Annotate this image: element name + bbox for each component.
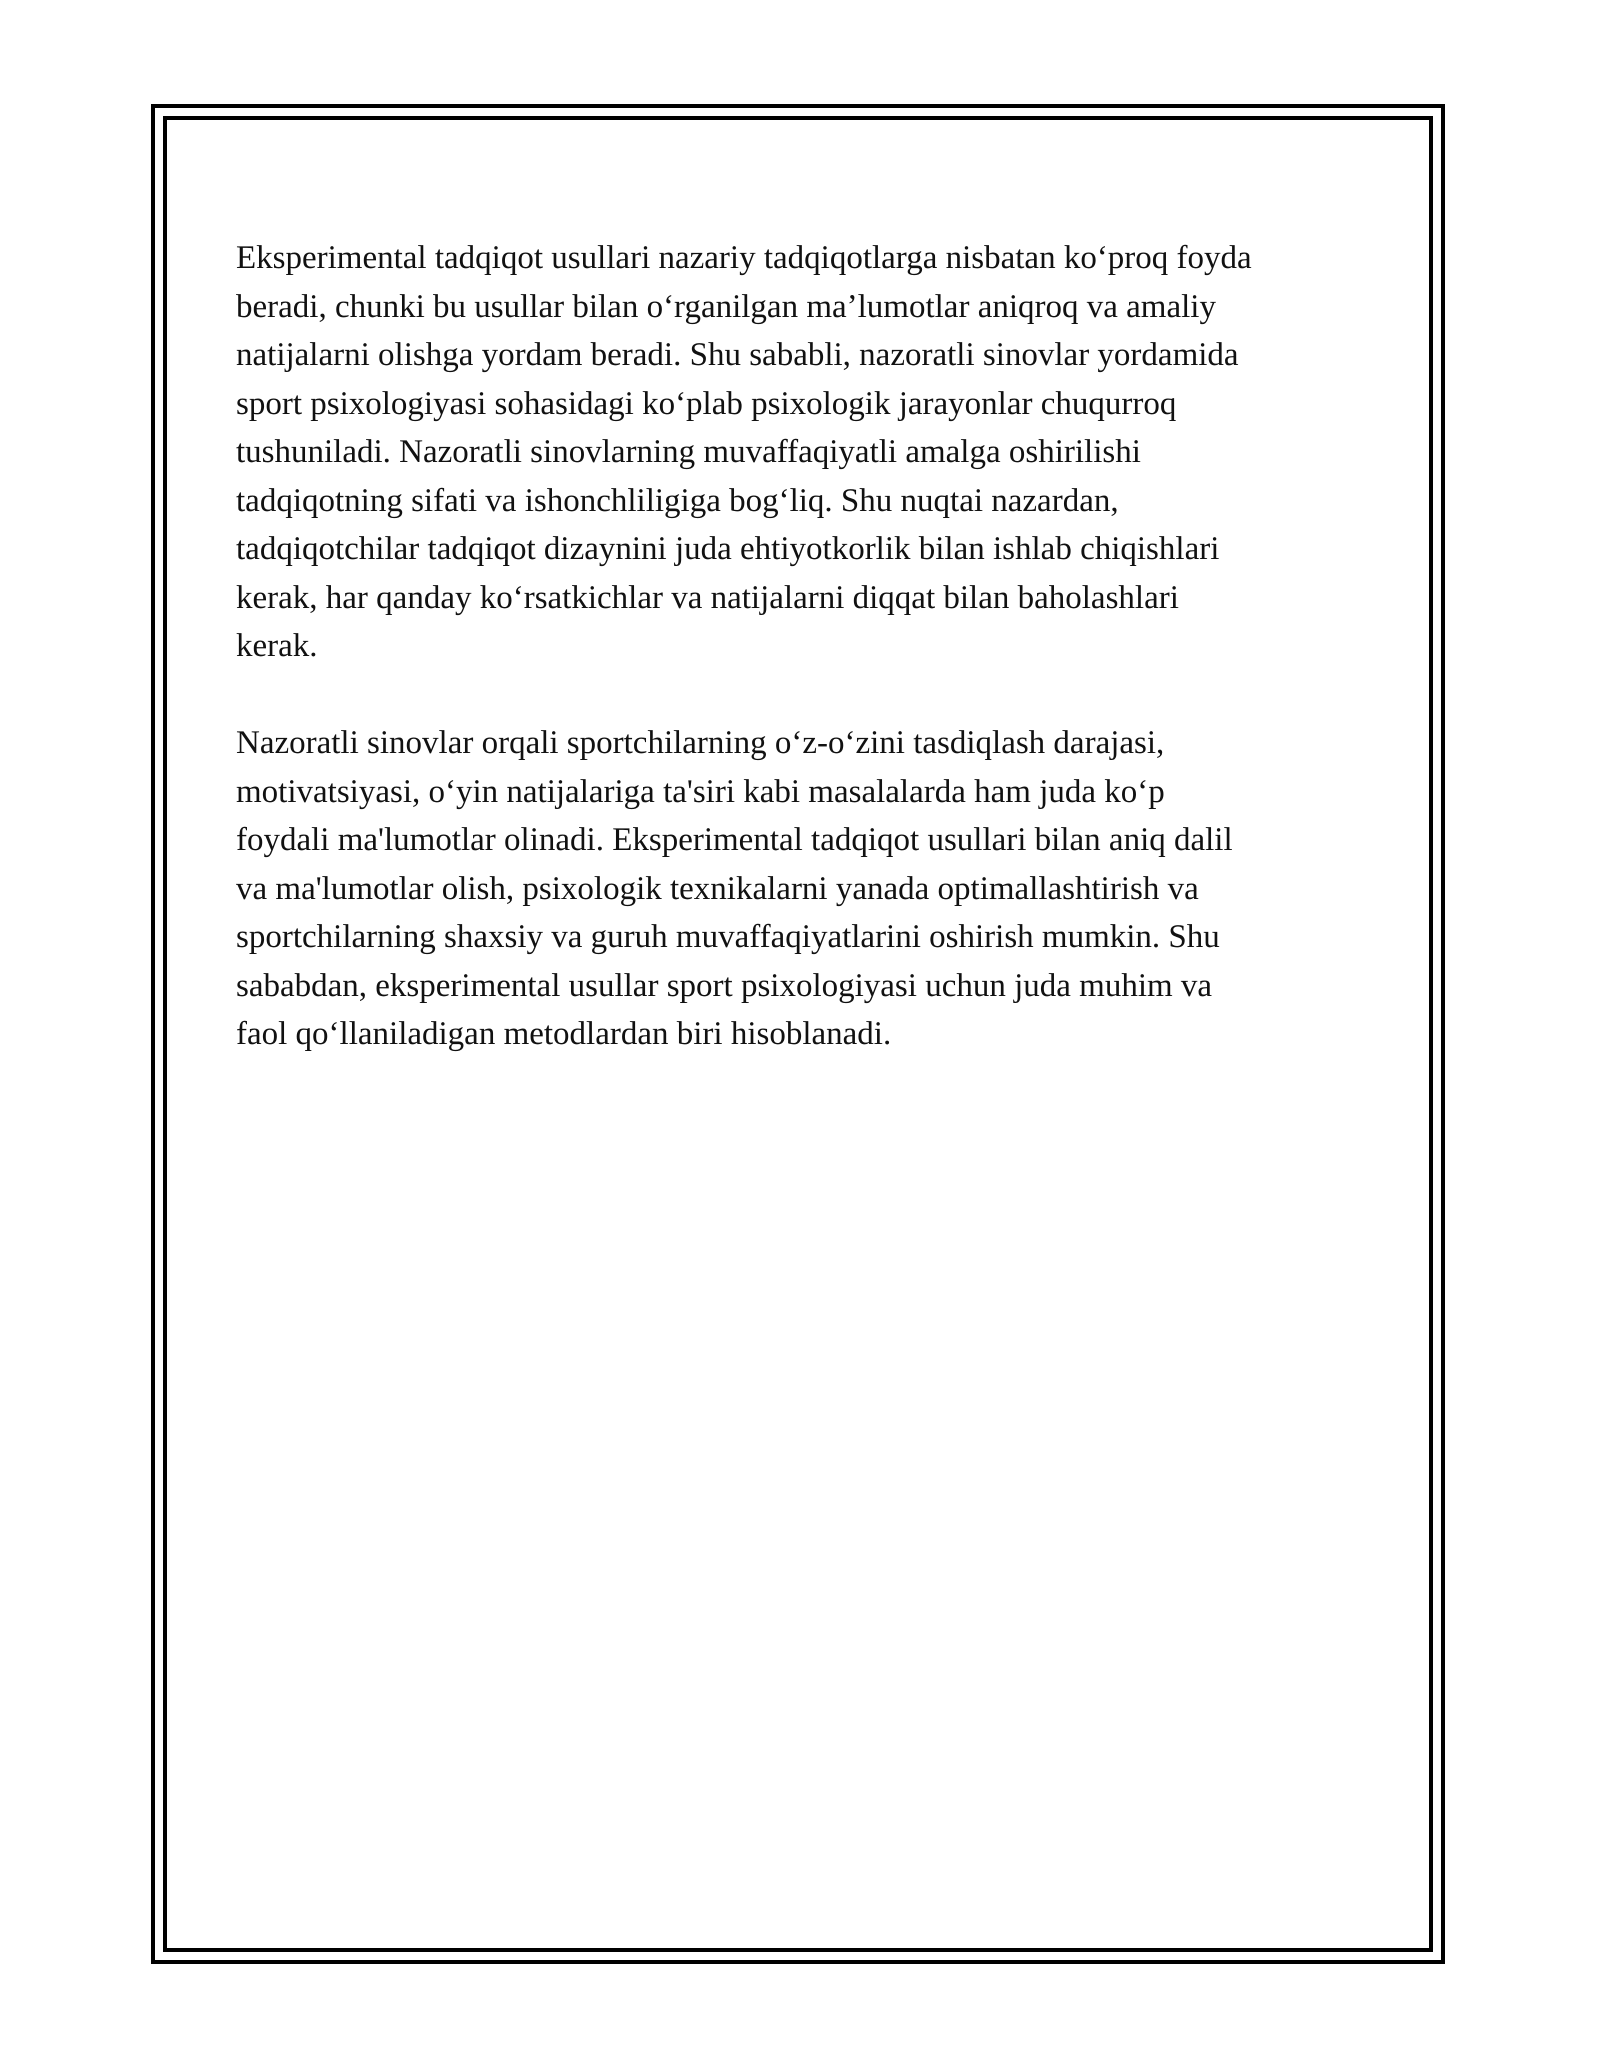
paragraph-line: faol qo‘llaniladigan metodlardan biri hisoblanadi. (236, 1016, 892, 1052)
paragraph-line: tadqiqotning sifati va ishonchliligiga bog‘liq. Shu nuqtai nazardan, (236, 482, 1119, 519)
paragraph-2 (236, 719, 1366, 1059)
paragraph-line: va ma'lumotlar olish, psixologik texnikalarni yanada optimallashtirish va (236, 870, 1199, 907)
paragraph-1 (236, 234, 1366, 671)
paragraph-line: beradi, chunki bu usullar bilan o‘rganilgan ma’lumotlar aniqroq va amaliy (236, 288, 1216, 325)
paragraph-line: tadqiqotchilar tadqiqot dizaynini juda ehtiyotkorlik bilan ishlab chiqishlari (236, 531, 1220, 567)
paragraph-line: foydali ma'lumotlar olinadi. Eksperimental tadqiqot usullari bilan aniq dalil (236, 822, 1233, 858)
paragraph-line: Eksperimental tadqiqot usullari nazariy tadqiqotlarga nisbatan ko‘proq foyda (236, 240, 1252, 276)
paragraph-line: natijalarni olishga yordam beradi. Shu sababli, nazoratli sinovlar yordamida (236, 337, 1239, 373)
paragraph-line: sportchilarning shaxsiy va guruh muvaffaqiyatlarini oshirish mumkin. Shu (236, 919, 1220, 955)
paragraph-line: sababdan, eksperimental usullar sport psixologiyasi uchun juda muhim va (236, 967, 1213, 1004)
document-body (236, 234, 1366, 1107)
paragraph-line: motivatsiyasi, o‘yin natijalariga ta'siri kabi masalalarda ham juda ko‘p (236, 773, 1165, 810)
paragraph-line: sport psixologiyasi sohasidagi ko‘plab psixologik jarayonlar chuqurroq (236, 385, 1177, 422)
paragraph-line: tushuniladi. Nazoratli sinovlarning muvaffaqiyatli amalga oshirilishi (236, 434, 1141, 470)
paragraph-line: kerak, har qanday ko‘rsatkichlar va natijalarni diqqat bilan baholashlari (236, 579, 1179, 616)
paragraph-line: kerak. (236, 628, 318, 664)
paragraph-line: Nazoratli sinovlar orqali sportchilarning o‘z-o‘zini tasdiqlash darajasi, (236, 725, 1165, 761)
